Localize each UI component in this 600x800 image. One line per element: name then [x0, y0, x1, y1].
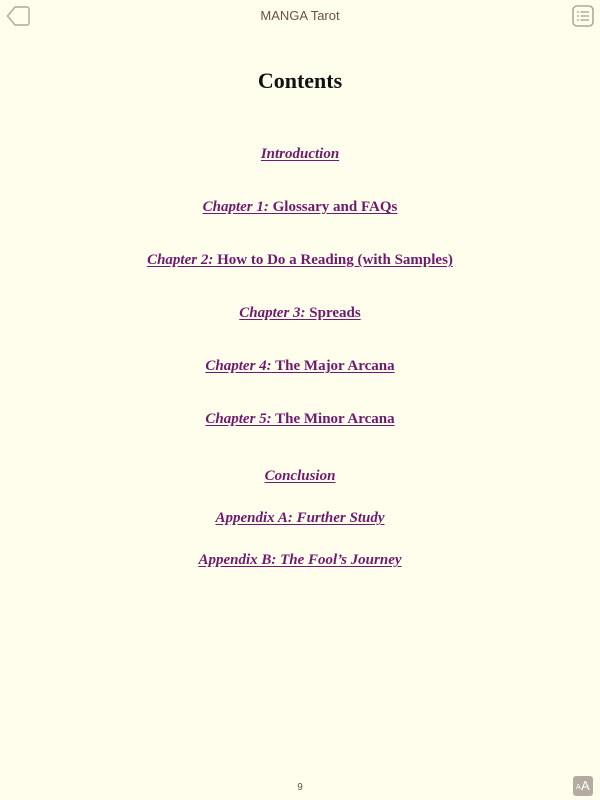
top-bar [0, 0, 600, 34]
link-prefix: Introduction [260, 146, 340, 162]
toc-link-appendix-a [0, 508, 600, 528]
page-number: 9 [297, 782, 303, 793]
toc-link-conclusion [0, 466, 600, 486]
link-prefix: Chapter 5: [205, 411, 272, 427]
link-prefix: Chapter 3: [239, 305, 306, 321]
link-prefix: Conclusion [264, 468, 336, 484]
link-prefix: Chapter 4: [205, 358, 272, 374]
link-prefix: Chapter 1: [202, 199, 269, 215]
table-of-contents-button[interactable] [572, 5, 594, 27]
link-title: Spreads [305, 305, 361, 321]
toc-link-appendix-a-anchor[interactable] [215, 510, 384, 526]
toc-link-chapter-1-anchor[interactable] [203, 199, 398, 215]
toc-link-chapter-1 [0, 197, 600, 217]
contents-heading: Contents [257, 68, 343, 93]
toc-link-appendix-b [0, 550, 600, 570]
toc-link-chapter-2 [0, 250, 600, 270]
toc-link-chapter-4 [0, 356, 600, 376]
link-title: Glossary and FAQs [268, 199, 398, 215]
toc-link-chapter-3 [0, 303, 600, 323]
link-prefix: Appendix B: The Fool’s Journey [198, 552, 402, 568]
toc-link-chapter-5 [0, 409, 600, 429]
font-size-icon: A [576, 784, 581, 791]
link-title: The Major Arcana [271, 358, 395, 374]
font-settings-button[interactable] [573, 776, 593, 796]
toc-link-introduction [0, 144, 600, 164]
toc-link-chapter-4-anchor[interactable] [205, 358, 394, 374]
table-of-contents-icon [572, 5, 594, 27]
toc-link-introduction-anchor[interactable] [261, 146, 339, 162]
link-title: How to Do a Reading (with Samples) [213, 252, 453, 268]
toc-link-appendix-b-anchor[interactable] [198, 552, 401, 568]
link-prefix: Chapter 2: [147, 252, 214, 268]
book-title: MANGA Tarot [260, 8, 340, 23]
link-prefix: Appendix A: Further Study [215, 510, 385, 526]
link-title: The Minor Arcana [271, 411, 395, 427]
toc-link-chapter-5-anchor[interactable] [205, 411, 394, 427]
toc-link-chapter-2-anchor[interactable] [147, 252, 453, 268]
toc-link-conclusion-anchor[interactable] [265, 468, 336, 484]
font-size-icon-large: A [581, 778, 590, 793]
toc-link-chapter-3-anchor[interactable] [239, 305, 360, 321]
